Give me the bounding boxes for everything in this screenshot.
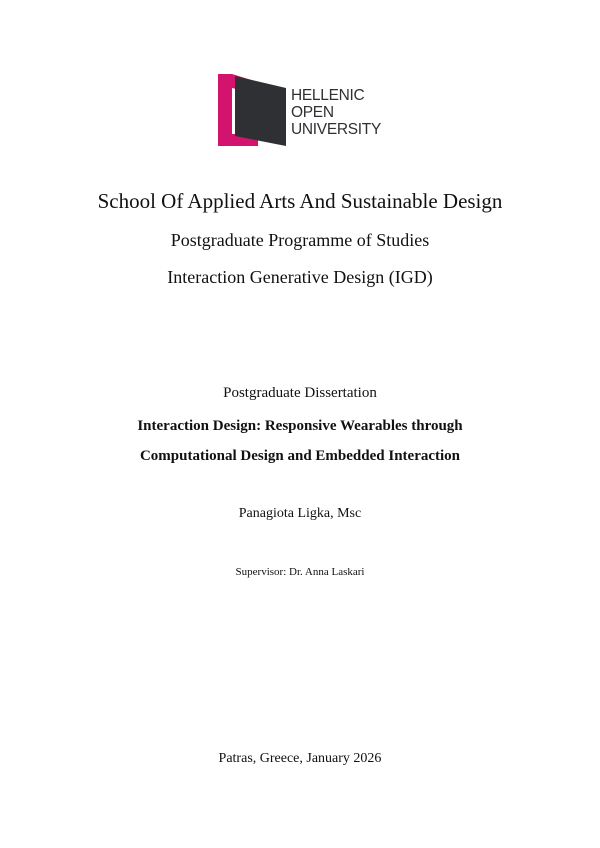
logo-emblem-icon (218, 72, 288, 148)
place-date: Patras, Greece, January 2026 (218, 751, 382, 766)
logo-line-2: OPEN (291, 104, 334, 121)
school-name: School Of Applied Arts And Sustainable Design (97, 189, 503, 213)
supervisor: Supervisor: Dr. Anna Laskari (235, 566, 365, 578)
university-logo (218, 72, 388, 148)
dissertation-title-line-2: Computational Design and Embedded Interaction (139, 448, 461, 464)
dissertation-label: Postgraduate Dissertation (223, 385, 377, 401)
logo-line-3: UNIVERSITY (291, 121, 382, 138)
author-name: Panagiota Ligka, Msc (238, 506, 362, 521)
dissertation-title-line-1: Interaction Design: Responsive Wearables through (137, 418, 463, 434)
logo-line-1: HELLENIC (291, 87, 365, 104)
logo-wordmark (291, 87, 381, 138)
programme-name: Postgraduate Programme of Studies (170, 230, 430, 250)
programme-subtitle: Interaction Generative Design (IGD) (167, 267, 433, 287)
